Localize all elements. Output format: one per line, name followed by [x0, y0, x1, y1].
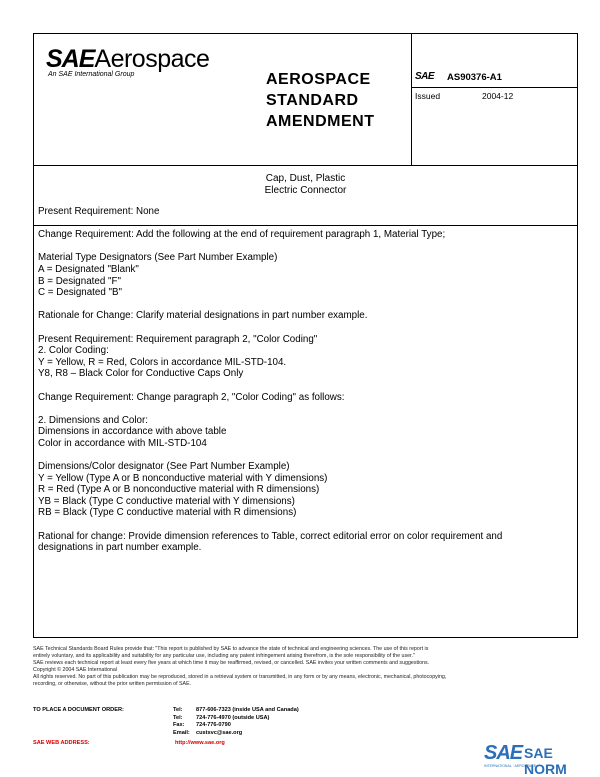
tel-inside-usa: 877-606-7323 (inside USA and Canada)	[196, 707, 299, 713]
text-line: Y8, R8 – Black Color for Conductive Caps Only	[38, 368, 244, 380]
paragraph	[38, 206, 528, 218]
paragraph	[38, 392, 528, 404]
sae-norm-watermark-logo	[484, 742, 596, 777]
text-line: 2. Dimensions and Color:	[38, 414, 148, 426]
text-line: Y = Yellow, R = Red, Colors in accordance MIL-STD-104.	[38, 356, 287, 368]
norm-sae-mark: SAE	[484, 742, 523, 764]
document-header	[34, 34, 577, 166]
document-footer	[33, 646, 578, 688]
logo-aerospace-text: Aerospace	[94, 45, 210, 73]
change-requirement-material: Change Requirement: Add the following at the end of requirement paragraph 1, Material Type;	[38, 229, 446, 241]
footer-rights-line-1: All rights reserved. No part of this publication may be reproduced, stored in a retrieval system or transmitted, in any form or by any means, electronic, mechanical, photocopying,	[33, 674, 447, 680]
norm-text: SAE NORM	[524, 745, 567, 777]
document-type	[266, 69, 375, 132]
email-label: Email:	[173, 730, 190, 737]
title-line-1: Cap, Dust, Plastic	[265, 173, 346, 184]
text-line: RB = Black (Type C conductive material with R dimensions)	[38, 507, 297, 519]
doc-type-line-3: AMENDMENT	[266, 113, 375, 130]
email-address[interactable]: custsvc@sae.org	[196, 730, 243, 737]
rationale-dimensions: Rational for change: Provide dimension references to Table, correct editorial error on color requirement and designations in part number example.	[38, 530, 503, 554]
text-line: Dimensions/Color designator (See Part Number Example)	[38, 461, 290, 473]
text-line: C = Designated "B"	[38, 287, 123, 299]
issued-label: Issued	[415, 91, 441, 101]
text-line: A = Designated "Blank"	[38, 263, 139, 275]
sae-mark-logo: SAE	[415, 71, 435, 82]
paragraph	[38, 310, 528, 322]
footer-copyright: Copyright © 2004 SAE International	[33, 667, 117, 673]
fax-label: Fax:	[173, 722, 185, 729]
text-line: Present Requirement: Requirement paragraph 2, "Color Coding"	[38, 333, 318, 345]
contact-values	[196, 707, 299, 738]
fax-number: 724-776-0790	[196, 722, 231, 729]
footer-rules-line-2: entirely voluntary, and its applicability and suitability for any particular use, including any patent infringement arising therefrom, is the sole responsibility of the user."	[33, 653, 415, 659]
logo-subtitle: An SAE International Group	[48, 71, 135, 78]
text-line: Color in accordance with MIL-STD-104	[38, 437, 207, 449]
web-address-link[interactable]: http://www.sae.org	[175, 740, 225, 746]
issued-row	[412, 87, 577, 104]
text-line: R = Red (Type A or B nonconductive material with R dimensions)	[38, 484, 320, 496]
text-line: 2. Color Coding:	[38, 345, 109, 357]
paragraph	[38, 229, 528, 241]
rationale-material: Rationale for Change: Clarify material designations in part number example.	[38, 310, 368, 322]
title-line-2: Electric Connector	[264, 185, 347, 196]
dimension-color-designators	[38, 461, 528, 519]
norm-subtitle: INTERNATIONAL · AEROSPACE	[484, 764, 537, 768]
document-number: AS90376-A1	[447, 72, 502, 83]
footer-rights-line-2: recording, or otherwise, without the prior written permission of SAE.	[33, 681, 192, 687]
change-requirement-color: Change Requirement: Change paragraph 2, "Color Coding" as follows:	[38, 391, 345, 403]
present-requirement-color	[38, 334, 528, 380]
amendment-body	[38, 206, 528, 565]
contact-labels	[173, 707, 190, 738]
text-line: Dimensions in accordance with above table	[38, 426, 227, 438]
order-label: TO PLACE A DOCUMENT ORDER:	[33, 707, 124, 713]
dimensions-and-color	[38, 415, 528, 450]
footer-rules-line-1: SAE Technical Standards Board Rules provide that: "This report is published by SAE to advance the state of technical and engineering sciences. The use of this report is	[33, 646, 429, 652]
text-line: B = Designated "F"	[38, 275, 121, 287]
footer-review: SAE reviews each technical report at least every five years at which time it may be reaffirmed, revised, or cancelled. SAE invites your written comments and suggestions.	[33, 660, 430, 666]
text-line: YB = Black (Type C conductive material with Y dimensions)	[38, 495, 295, 507]
text-line: Y = Yellow (Type A or B nonconductive material with Y dimensions)	[38, 472, 328, 484]
logo-sae-text: SAE	[46, 45, 95, 73]
tel-outside-usa: 724-776-4970 (outside USA)	[196, 714, 270, 721]
paragraph	[38, 531, 528, 554]
issued-date: 2004-12	[482, 91, 514, 101]
doc-type-line-2: STANDARD	[266, 92, 359, 109]
tel-label: Tel:	[173, 707, 183, 713]
present-requirement-none: Present Requirement: None	[38, 206, 160, 217]
material-designators	[38, 252, 528, 298]
doc-type-line-1: AEROSPACE	[266, 71, 371, 88]
web-address-label: SAE WEB ADDRESS:	[33, 740, 90, 746]
tel-label: Tel:	[173, 714, 183, 721]
text-line: Material Type Designators (See Part Number Example)	[38, 252, 278, 264]
sae-aerospace-logo	[46, 46, 209, 78]
